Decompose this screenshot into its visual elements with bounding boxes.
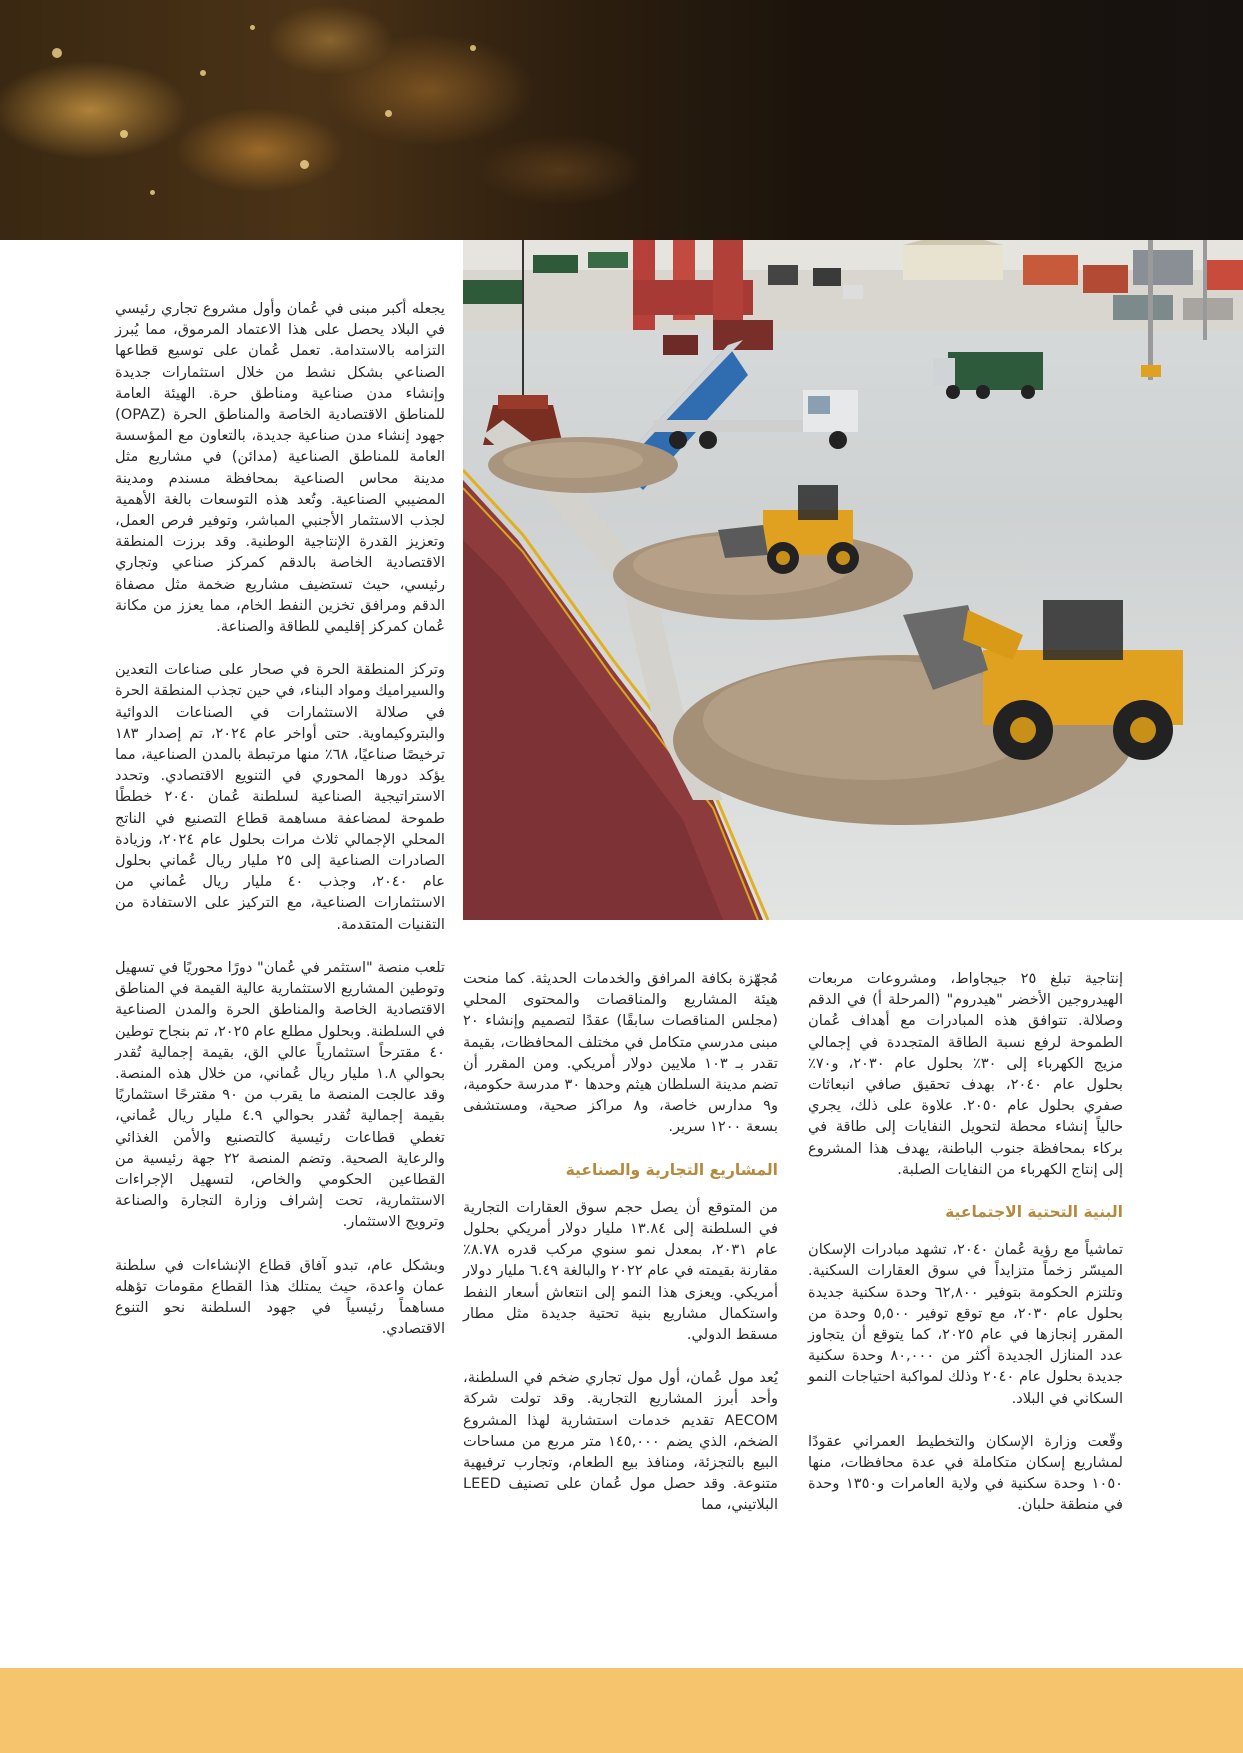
right-paragraph-3: وقّعت وزارة الإسكان والتخطيط العمراني عقودًا لمشاريع إسكان متكاملة في عدة محافظات، منها ١٠٥٠ وحدة سكنية في ولاية العامرات و١٣٥٠ وحدة في منطقة حلبان. xyxy=(808,1432,1124,1514)
right-paragraph-1: إنتاجية تبلغ ٢٥ جيجاواط، ومشروعات مربعات الهيدروجين الأخضر "هيدروم" (المرحلة أ) في الدقم وصلالة. تتوافق هذه المبادرات مع أهداف عُمان الطموحة لرفع نسبة الطاقة المتجددة في إجمالي مزيج الكهرباء إلى ٣٠٪ بحلول عام ٢٠٣٠، و٧٠٪ بحلول عام ٢٠٤٠، بهدف تحقيق صافي انبعاثات صفري بحلول عام ٢٠٥٠. علاوة على ذلك، يجري حالياً إنشاء محطة لتحويل النفايات إلى طاقة في بركاء بمحافظة جنوب الباطنة، يهدف هذا المشروع إلى إنتاج الكهرباء من النفايات الصلبة. xyxy=(808,970,1124,1178)
middle-text-column xyxy=(463,968,778,1538)
left-paragraph-3: تلعب منصة "استثمر في عُمان" دورًا محوريًا في تسهيل وتوطين المشاريع الاستثمارية عالية القيمة في المناطق الاقتصادية الخاصة والمناطق الحرة والمدن الصناعية في السلطنة. وبحلول مطلع عام ٢٠٢٥، تم بنجاح توطين ٤٠ مقترحاً استثمارياً عالي الق، بقيمة إجمالية تُقدر بحوالي ١.٨ مليار ريال عُماني، من خلال هذه المنصة. وقد عالجت المنصة ما يقرب من ٩٠ مقترحًا استثماريًا بقيمة إجمالية تُقدر بحوالي ٤.٩ مليار ريال عُماني، تغطي قطاعات رئيسية كالتصنيع والأمن الغذائي والرعاية الصحية. وتضم المنصة ٢٢ جهة رئيسية من القطاعين الحكومي والخاص، لتسهيل الإجراءات الاستثمارية، تحت إشراف وزارة التجارة والصناعة وترويج الاستثمار. xyxy=(115,958,446,1231)
section-heading-social-infrastructure: البنية التحتية الاجتماعية xyxy=(945,1203,1123,1222)
middle-paragraph-3: يُعد مول عُمان، أول مول تجاري ضخم في السلطنة، وأحد أبرز المشاريع التجارية. وقد تولت شركة AECOM تقديم خدمات استشارية لهذا المشروع الضخم، الذي يضم ١٤٥,٠٠٠ متر مربع من مساحات البيع بالتجزئة، ومنافذ بيع الطعام، وتجارب ترفيهية متنوعة. وقد حصل مول عُمان على تصنيف LEED البلاتيني، مما xyxy=(463,1369,778,1514)
port-scene-illustration xyxy=(463,240,1243,920)
left-paragraph-2: وتركز المنطقة الحرة في صحار على صناعات التعدين والسيراميك ومواد البناء، في حين تجذب المنطقة الحرة في صلالة الاستثمارات في الصناعات الدوائية والبتروكيماوية. حتى أواخر عام ٢٠٢٤، تم إصدار ١٨٣ ترخيصًا صناعيًا، ٦٨٪ منها مرتبطة بالمدن الصناعية، مما يؤكد دورها المحوري في التنويع الاقتصادي. وتحدد الاستراتيجية الصناعية لسلطنة عُمان ٢٠٤٠ خططًا طموحة لمضاعفة مساهمة قطاع التصنيع في الناتج المحلي الإجمالي ثلاث مرات بحلول عام ٢٠٢٤، وزيادة الصادرات الصناعية إلى ٢٥ مليار ريال عُماني بحلول عام ٢٠٤٠، وجذب ٤٠ مليار ريال عُماني من الاستثمارات الصناعية، مع التركيز على الاستفادة من التقنيات المتقدمة. xyxy=(115,661,445,933)
section-heading-commercial: المشاريع التجارية والصناعية xyxy=(565,1160,778,1179)
left-paragraph-4: وبشكل عام، تبدو آفاق قطاع الإنشاءات في سلطنة عمان واعدة، حيث يمتلك هذا القطاع مقومات تؤهله مساهماً رئيسياً في جهود السلطنة نحو التنوع الاقتصادي. xyxy=(115,1256,445,1338)
right-text-column xyxy=(808,968,1123,1538)
left-paragraph-1: يجعله أكبر مبنى في عُمان وأول مشروع تجاري رئيسي في البلاد يحصل على هذا الاعتماد المرموق، مما يُبرز التزامه بالاستدامة. تعمل عُمان على توسيع قطاعها الصناعي بشكل نشط من خلال استثمارات جديدة وإنشاء مدن صناعية ومناطق حرة. الهيئة العامة للمناطق الاقتصادية الخاصة والمناطق الحرة (OPAZ) جهود إنشاء مدن صناعية جديدة، بالتعاون مع المؤسسة العامة للمناطق الصناعية (مدائن) في مشاريع مثل مدينة محاس الصناعية بمحافظة مسندم ومدينة المضيبي الصناعية. وتُعد هذه التوسعات بالغة الأهمية لجذب الاستثمار الأجنبي المباشر، وتوفير فرص العمل، وتعزيز القدرة الإنتاجية الوطنية. وقد برزت المنطقة الاقتصادية الخاصة بالدقم كمركز صناعي وتجاري رئيسي، حيث تستضيف مشاريع ضخمة مثل مصفاة الدقم ومرافق تخزين النفط الخام، مما يعزز من مكانة عُمان كمركز إقليمي للطاقة والصناعة. xyxy=(115,300,445,636)
port-photo xyxy=(463,240,1243,920)
header-banner xyxy=(0,0,1243,240)
left-text-column xyxy=(115,298,445,1361)
footer-band xyxy=(0,1668,1243,1753)
middle-paragraph-2: من المتوقع أن يصل حجم سوق العقارات التجارية في السلطنة إلى ١٣.٨٤ مليار دولار أمريكي بحلول عام ٢٠٣١، بمعدل نمو سنوي مركب قدره ٨.٧٨٪ مقارنة بقيمته في عام ٢٠٢٢ والبالغة ٦.٤٩ مليار دولار أمريكي. ويعزى هذا النمو إلى انتعاش أسعار النفط واستكمال مشاريع بنية تحتية جديدة مثل مطار مسقط الدولي. xyxy=(463,1198,779,1344)
right-paragraph-2: تماشياً مع رؤية عُمان ٢٠٤٠، تشهد مبادرات الإسكان الميسّر زخماً متزايداً في سوق العقارات السكنية. وتلتزم الحكومة بتوفير ٦٢,٨٠٠ وحدة سكنية جديدة بحلول عام ٢٠٣٠، مع توقع توفير ٥,٥٠٠ وحدة من المقرر إنجازها في عام ٢٠٢٥، كما يتوقع أن يتجاوز عدد المنازل الجديدة أكثر من ٨٠,٠٠٠ وحدة سكنية جديدة بحلول عام ٢٠٤٠ وذلك لمواكبة احتياجات النمو السكاني في البلاد. xyxy=(808,1241,1124,1407)
middle-paragraph-1: مُجهّزة بكافة المرافق والخدمات الحديثة. كما منحت هيئة المشاريع والمناقصات والمحتوى المحلي (مجلس المناقصات سابقًا) عقدًا لتصميم وإنشاء ٢٠ مبنى مدرسي متكامل في مختلف المحافظات، بقيمة تقدر بـ ١٠٣ ملايين دولار أمريكي. ومن المقرر أن تضم مدينة السلطان هيثم وحدها ٣٠ مدرسة حكومية، و٩ مدارس خاصة، و٨ مراكز صحية، ومستشفى بسعة ١٢٠٠ سرير. xyxy=(463,970,778,1136)
